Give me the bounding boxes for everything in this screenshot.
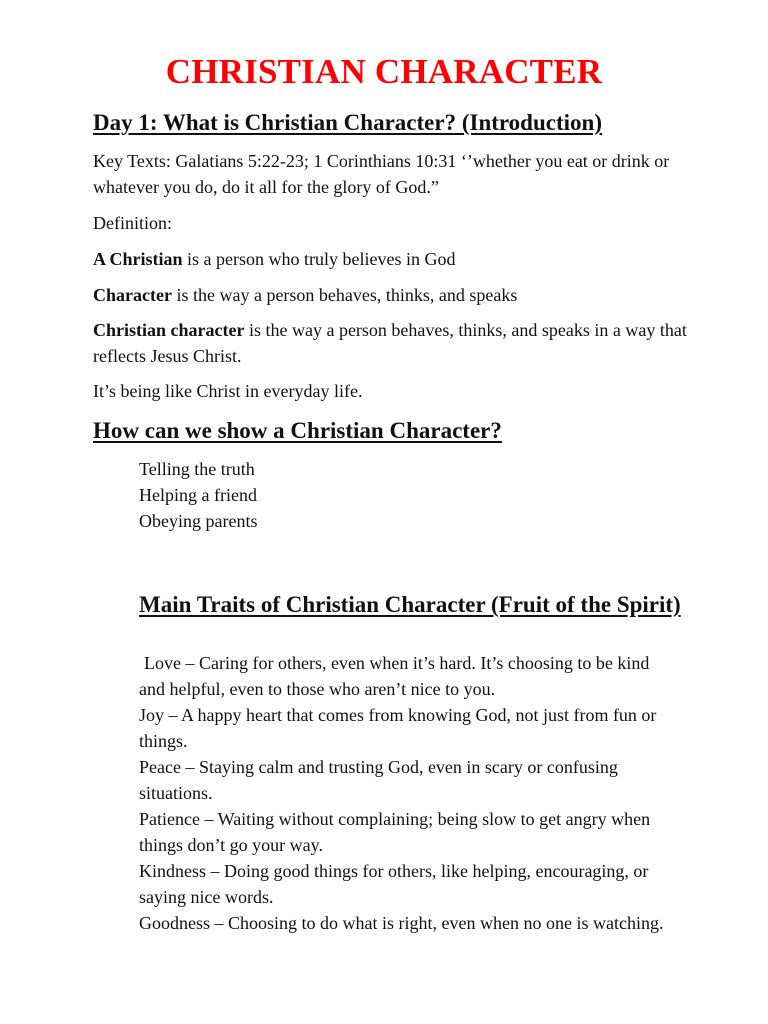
- definition-text: is the way a person behaves, thinks, and speaks in a way that reflects Jesus Christ.: [93, 320, 687, 366]
- definition-text: is the way a person behaves, thinks, and speaks: [171, 285, 518, 305]
- definition-character: [93, 282, 713, 308]
- definition-term: Character: [93, 285, 172, 305]
- definition-term: Christian character: [93, 320, 245, 340]
- show-list: [139, 456, 699, 534]
- list-item: Helping a friend: [139, 485, 257, 505]
- definition-term: A Christian: [93, 249, 183, 269]
- trait-peace: Peace – Staying calm and trusting God, even in scary or confusing situations.: [139, 757, 618, 803]
- list-item: Telling the truth: [139, 459, 255, 479]
- show-heading: How can we show a Christian Character?: [93, 418, 502, 443]
- trait-joy: Joy – A happy heart that comes from knowing God, not just from fun or things.: [139, 705, 657, 751]
- trait-kindness: Kindness – Doing good things for others, like helping, encouraging, or saying nice words.: [139, 861, 649, 907]
- trait-patience: Patience – Waiting without complaining; being slow to get angry when things don’t go your way.: [139, 809, 651, 855]
- traits-heading: Main Traits of Christian Character (Fruit of the Spirit): [139, 592, 681, 617]
- trait-goodness: Goodness – Choosing to do what is right, even when no one is watching.: [139, 913, 664, 933]
- definition-label: Definition:: [93, 213, 172, 233]
- day1-heading: Day 1: What is Christian Character? (Introduction): [93, 110, 602, 135]
- definition-christian-character: [93, 317, 713, 369]
- page-title: CHRISTIAN CHARACTER: [165, 52, 603, 91]
- summary-text: It’s being like Christ in everyday life.: [93, 381, 363, 401]
- key-texts: Key Texts: Galatians 5:22-23; 1 Corinthians 10:31 ‘’whether you eat or drink or whatever you do, do it all for the glory of God.”: [93, 151, 670, 197]
- trait-love: Love – Caring for others, even when it’s hard. It’s choosing to be kind and helpful, even to those who aren’t nice to you.: [139, 653, 650, 699]
- traits-list: [139, 650, 679, 936]
- definition-text: is a person who truly believes in God: [182, 249, 456, 269]
- definition-christian: [93, 246, 713, 272]
- list-item: Obeying parents: [139, 511, 258, 531]
